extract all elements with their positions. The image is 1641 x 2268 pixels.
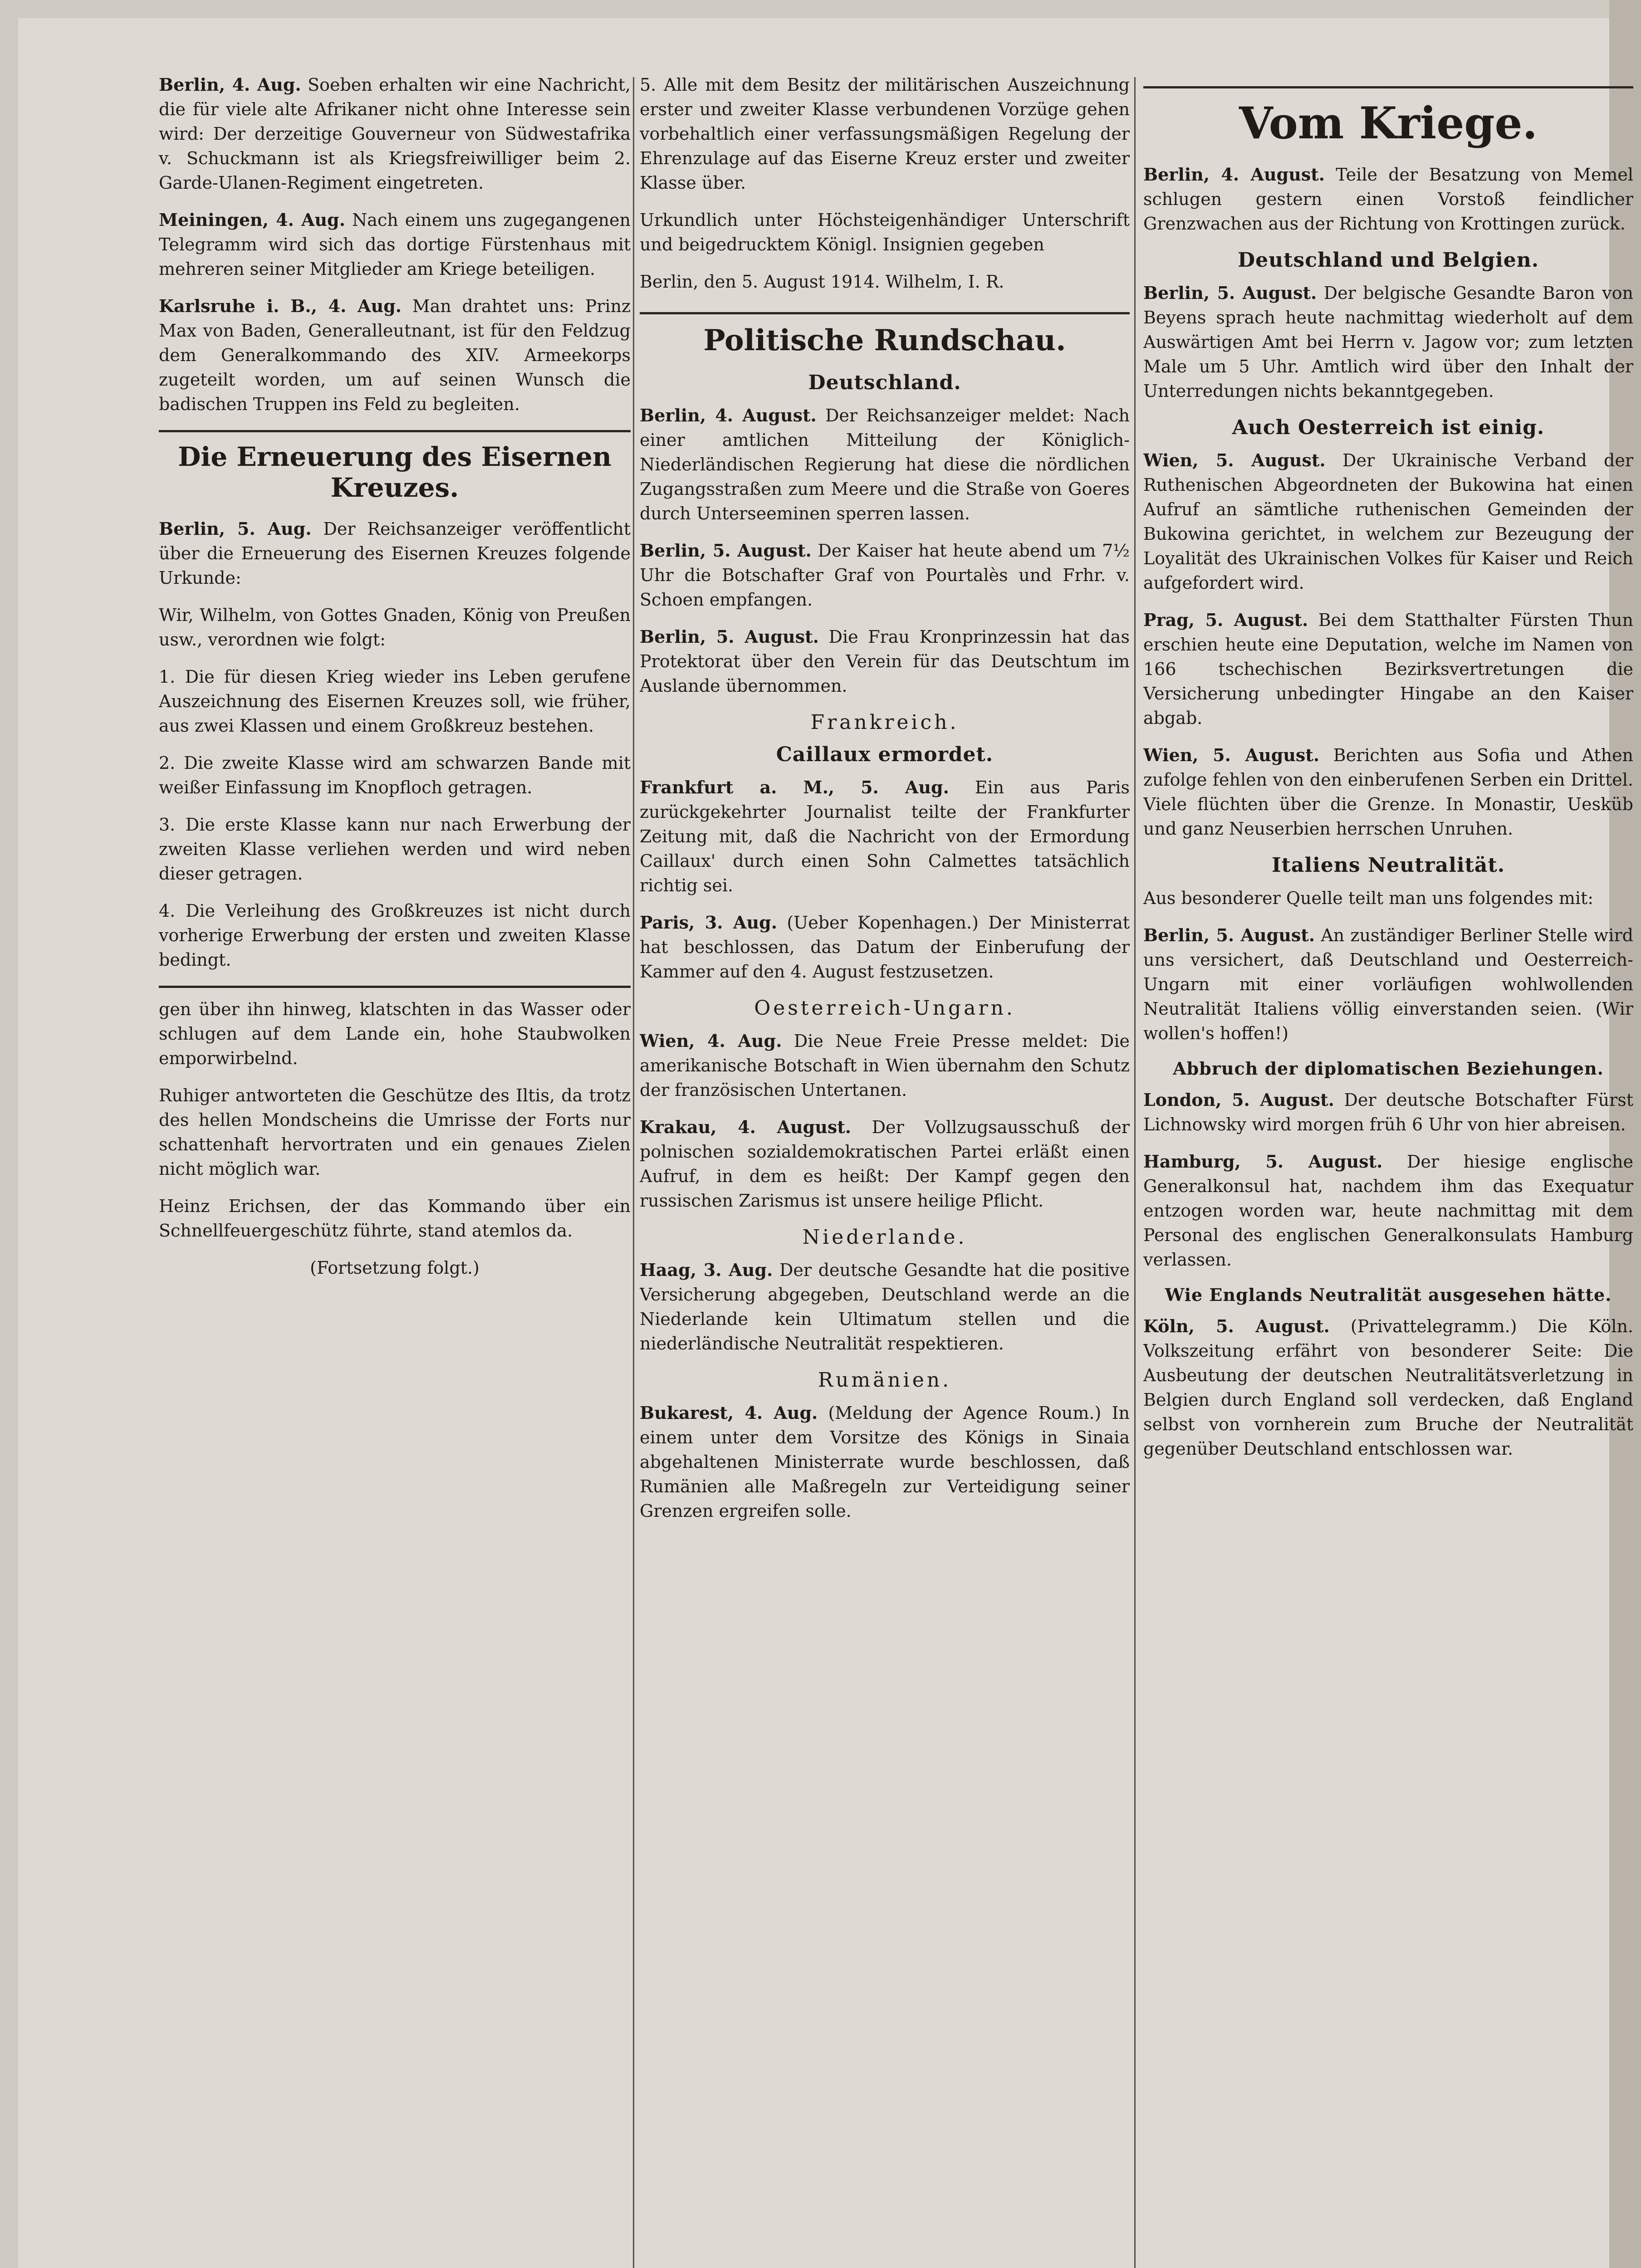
column-rule [633,77,634,2268]
section-subheading: Oesterreich-Ungarn. [754,997,1015,1020]
news-item: Wien, 4. Aug. Die Neue Freie Presse meldet: Die amerikanische Botschaft in Wien übernahm den Schutz der französischen Untertanen. [640,1031,1130,1100]
section-subheading: Abbruch der diplomatischen Beziehungen. [1173,1058,1604,1079]
news-item: Frankfurt a. M., 5. Aug. Ein aus Paris zurückgekehrter Journalist teilte der Frankfurter Zeitung mit, daß die Nachricht von der Ermordung Caillaux' durch einen Sohn Calmettes tatsächlich richtig sei. [640,777,1130,895]
section-subheading: Italiens Neutralität. [1271,854,1505,877]
news-item: Hamburg, 5. August. Der hiesige englische Generalkonsul hat, nachdem ihm das Exequatur entzogen worden war, heute nachmittag mit dem Personal des englischen Generalkonsulats Hamburg verlassen. [1143,1151,1633,1270]
section-subheading: Deutschland und Belgien. [1237,249,1539,272]
news-item: Berlin, 5. Aug. Der Reichsanzeiger veröffentlicht über die Erneuerung des Eisernen Kreuzes folgende Urkunde: [159,518,631,588]
column-middle [640,73,1130,1536]
news-item: Wien, 5. August. Berichten aus Sofia und Athen zufolge fehlen von den einberufenen Serben ein Drittel. Viele flüchten über die Grenze. In Monastir, Uesküb und ganz Neuserbien herrschen Unruhen. [1143,745,1633,839]
column-left [159,73,631,1293]
signature-line: Berlin, den 5. August 1914. Wilhelm, I. R. [640,272,1004,292]
decree-paragraph: Urkundlich unter Höchsteigenhändiger Unterschrift und beigedrucktem Königl. Insignien gegeben [640,210,1130,254]
news-item: Aus besonderer Quelle teilt man uns folgendes mit: [1143,888,1594,908]
news-item: Haag, 3. Aug. Der deutsche Gesandte hat die positive Versicherung abgegeben, Deutschland werde an die Niederlande kein Ultimatum stellen und die niederländische Neutralität respektieren. [640,1260,1130,1354]
news-item: Berlin, 5. August. Die Frau Kronprinzessin hat das Protektorat über den Verein für das Deutschtum im Auslande übernommen. [640,626,1130,696]
news-item: Berlin, 4. Aug. Soeben erhalten wir eine Nachricht, die für viele alte Afrikaner nicht ohne Interesse sein wird: Der derzeitige Gouverneur von Südwestafrika v. Schuckmann ist als Kriegsfreiwilliger beim 2. Garde-Ulanen-Regiment eingetreten. [159,74,631,193]
news-item: London, 5. August. Der deutsche Botschafter Fürst Lichnowsky wird morgen früh 6 Uhr von hier abreisen. [1143,1090,1633,1134]
section-subheading: Niederlande. [802,1226,967,1249]
news-item: Wien, 5. August. Der Ukrainische Verband der Ruthenischen Abgeordneten der Bukowina hat einen Aufruf an sämtliche ruthenischen Gemeinden der Bukowina gerichtet, in welchem zur Bezeugung der Loyalität des Ukrainischen Volkes für Kaiser und Reich aufgefordert wird. [1143,450,1633,593]
news-item: Meiningen, 4. Aug. Nach einem uns zugegangenen Telegramm wird sich das dortige Fürstenhaus mit mehreren seiner Mitglieder am Kriege beteiligen. [159,210,631,279]
serial-paragraph: Heinz Erichsen, der das Kommando über ein Schnellfeuergeschütz führte, stand atemlos da. [159,1196,631,1241]
section-divider [640,312,1130,314]
news-item: Berlin, 5. August. Der belgische Gesandte Baron von Beyens sprach heute nachmittag wiederholt auf dem Auswärtigen Amt bei Herrn v. Jagow vor; zum letzten Male um 5 Uhr. Amtlich wird über den Inhalt der Unterredungen nichts bekanntgegeben. [1143,283,1633,401]
decree-paragraph: 3. Die erste Klasse kann nur nach Erwerbung der zweiten Klasse verliehen werden und wird neben dieser getragen. [159,815,631,884]
news-item: Krakau, 4. August. Der Vollzugsausschuß der polnischen sozialdemokratischen Partei erläßt einen Aufruf, in dem es heißt: Der Kampf gegen den russischen Zarismus ist unsere heilige Pflicht. [640,1117,1130,1211]
section-subheading: Caillaux ermordet. [776,743,994,766]
section-subheading: Wie Englands Neutralität ausgesehen hätte. [1165,1285,1612,1305]
serial-paragraph: Ruhiger antworteten die Geschütze des Iltis, da trotz des hellen Mondscheins die Umrisse der Forts nur schattenhaft hervortraten und ein genaues Zielen nicht möglich war. [159,1085,631,1179]
news-item: Karlsruhe i. B., 4. Aug. Man drahtet uns: Prinz Max von Baden, Generalleutnant, ist für den Feldzug dem Generalkommando des XIV. Armeekorps zugeteilt worden, um auf seinen Wunsch die badischen Truppen ins Feld zu begleiten. [159,296,631,414]
article-headline: Die Erneuerung des Eisernen Kreuzes. [178,441,612,503]
news-item: Bukarest, 4. Aug. (Meldung der Agence Roum.) In einem unter dem Vorsitze des Königs in Sinaia abgehaltenen Ministerrate wurde beschlossen, daß Rumänien alle Maßregeln zur Verteidigung seiner Grenzen ergreifen solle. [640,1403,1130,1521]
news-item: Berlin, 5. August. Der Kaiser hat heute abend um 7½ Uhr die Botschafter Graf von Pourtalès und Frhr. v. Schoen empfangen. [640,540,1130,610]
section-headline: Politische Rundschau. [703,323,1066,357]
section-subheading: Frankreich. [810,711,959,734]
news-item: Berlin, 4. August. Teile der Besatzung von Memel schlugen gestern einen Vorstoß feindlicher Grenzwachen aus der Richtung von Krottingen zurück. [1143,164,1633,234]
news-item: Berlin, 4. August. Der Reichsanzeiger meldet: Nach einer amtlichen Mitteilung der Königlich-Niederländischen Regierung hat diese die nördlichen Zugangsstraßen zum Meere und die Straße von Goeres durch Unterseeminen sperren lassen. [640,405,1130,523]
column-right [1143,73,1633,1474]
serial-paragraph: gen über ihn hinweg, klatschten in das Wasser oder schlugen auf dem Lande ein, hohe Staubwolken emporwirbelnd. [159,999,631,1068]
continued-note: (Fortsetzung folgt.) [310,1258,480,1278]
news-item: Köln, 5. August. (Privattelegramm.) Die Köln. Volkszeitung erfährt von besonderer Seite: Die Ausbeutung der deutschen Neutralitätsverletzung in Belgien durch England soll verdecken, daß England selbst von vornherein zum Bruche der Neutralität gegenüber Deutschland entschlossen war. [1143,1316,1633,1459]
section-divider [159,986,631,988]
section-divider [159,430,631,432]
section-subheading: Auch Oesterreich ist einig. [1232,416,1545,439]
news-item: Prag, 5. August. Bei dem Statthalter Fürsten Thun erschien heute eine Deputation, welche im Namen von 166 tschechischen Bezirksvertretungen die Versicherung unbedingter Hingabe an den Kaiser abgab. [1143,610,1633,728]
decree-paragraph: 5. Alle mit dem Besitz der militärischen Auszeichnung erster und zweiter Klasse verbundenen Vorzüge gehen vorbehaltlich einer verfassungsmäßigen Regelung der Ehrenzulage auf das Eiserne Kreuz erster und zweiter Klasse über. [640,75,1130,193]
section-headline: Vom Kriege. [1239,98,1538,149]
news-item: Paris, 3. Aug. (Ueber Kopenhagen.) Der Ministerrat hat beschlossen, das Datum der Einberufung der Kammer auf den 4. August festzusetzen. [640,912,1130,982]
decree-paragraph: 2. Die zweite Klasse wird am schwarzen Bande mit weißer Einfassung im Knopfloch getragen. [159,753,631,797]
section-subheading: Rumänien. [818,1369,952,1392]
decree-paragraph: 1. Die für diesen Krieg wieder ins Leben gerufene Auszeichnung des Eisernen Kreuzes soll, wie früher, aus zwei Klassen und einem Großkreuz bestehen. [159,667,631,736]
column-rule [1134,77,1136,2268]
section-subheading: Deutschland. [808,371,961,394]
section-divider [1143,86,1633,88]
decree-paragraph: Wir, Wilhelm, von Gottes Gnaden, König von Preußen usw., verordnen wie folgt: [159,605,631,650]
news-item: Berlin, 5. August. An zuständiger Berliner Stelle wird uns versichert, daß Deutschland und Oesterreich-Ungarn mit einer vorläufigen wohlwollenden Neutralität Italiens völlig einverstanden seien. (Wir wollen's hoffen!) [1143,925,1633,1043]
decree-paragraph: 4. Die Verleihung des Großkreuzes ist nicht durch vorherige Erwerbung der ersten und zweiten Klasse bedingt. [159,901,631,970]
